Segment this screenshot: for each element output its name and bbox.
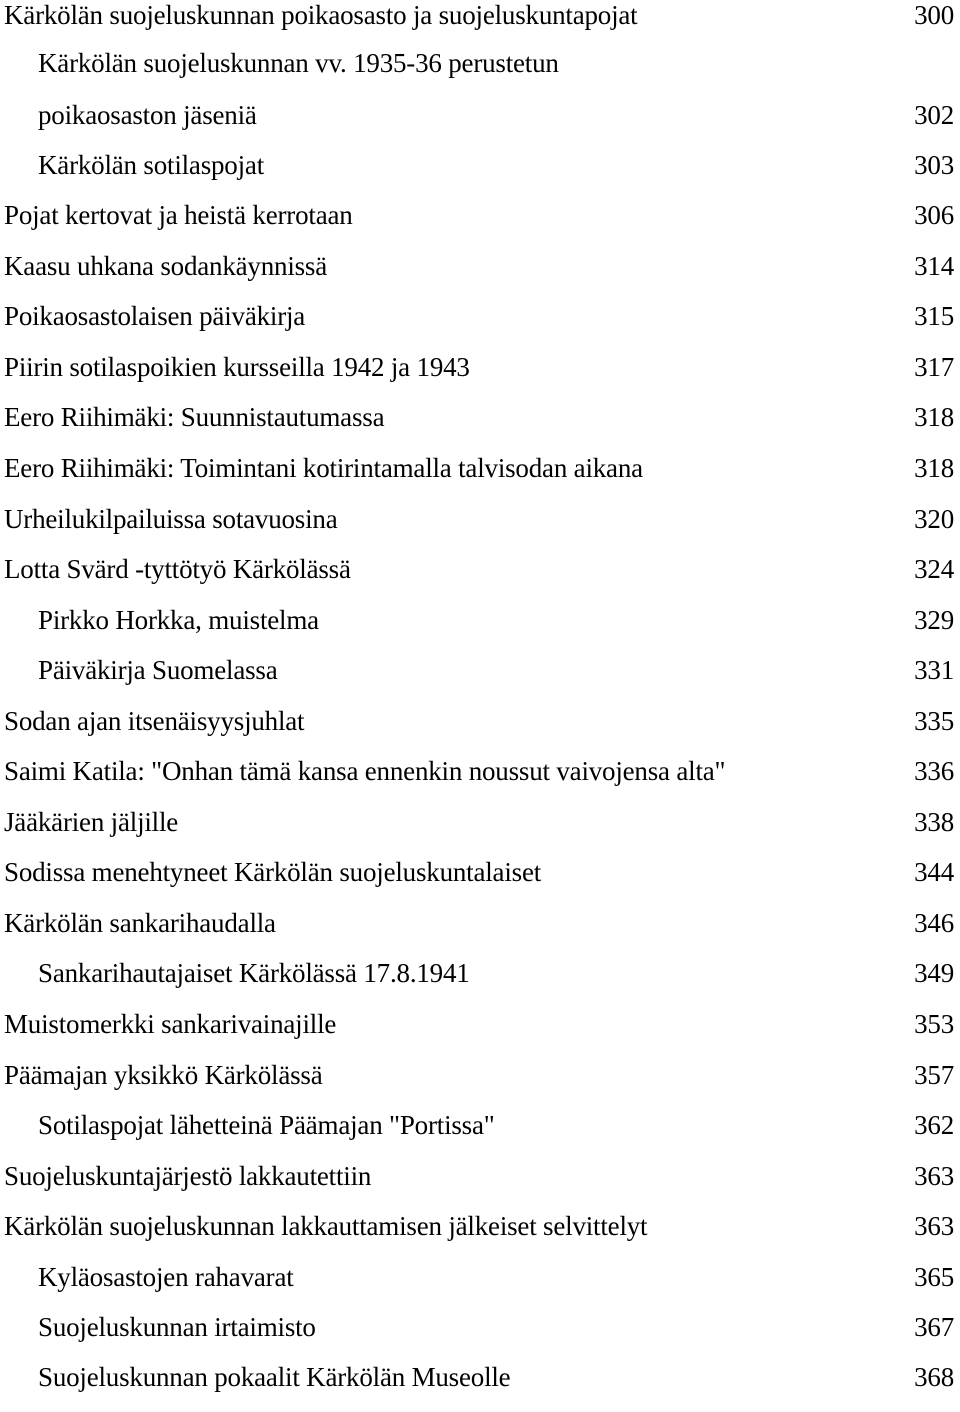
toc-entry-title: Päämajan yksikkö Kärkölässä (4, 1060, 323, 1090)
toc-entry-title: Pojat kertovat ja heistä kerrotaan (4, 200, 353, 230)
toc-entry (0, 150, 960, 200)
toc-entry-page: 353 (914, 1009, 954, 1039)
toc-entry-page: 349 (914, 958, 954, 988)
toc-entry-title: Kärkölän suojeluskunnan vv. 1935-36 perustetun (38, 48, 559, 78)
toc-entry-title: Piirin sotilaspoikien kursseilla 1942 ja 1943 (4, 352, 470, 382)
toc-entry-page: 336 (914, 756, 954, 786)
toc-entry-title: Kyläosastojen rahavarat (38, 1262, 294, 1292)
toc-entry (0, 200, 960, 250)
toc-entry (0, 100, 960, 150)
toc-entry (0, 908, 960, 958)
toc-entry-page: 300 (914, 0, 954, 30)
toc-entry-page: 315 (914, 301, 954, 331)
toc-entry-title: Kärkölän suojeluskunnan lakkauttamisen jälkeiset selvittelyt (4, 1211, 648, 1241)
toc-entry (0, 301, 960, 351)
toc-entry-page: 357 (914, 1060, 954, 1090)
toc-entry-page: 303 (914, 150, 954, 180)
toc-entry (0, 1060, 960, 1110)
toc-entry (0, 756, 960, 806)
toc-entry (0, 1312, 960, 1362)
toc-entry-title: Muistomerkki sankarivainajille (4, 1009, 337, 1039)
toc-entry-title: Sankarihautajaiset Kärkölässä 17.8.1941 (38, 958, 470, 988)
toc-entry (0, 0, 960, 50)
toc-entry (0, 1262, 960, 1312)
toc-entry-page: 317 (914, 352, 954, 382)
toc-entry-title: Sotilaspojat lähetteinä Päämajan "Portissa" (38, 1110, 495, 1140)
toc-entry-page: 331 (914, 655, 954, 685)
toc-entry-page: 320 (914, 504, 954, 534)
toc-entry-title: Sodissa menehtyneet Kärkölän suojeluskuntalaiset (4, 857, 542, 887)
toc-entry (0, 706, 960, 756)
toc-entry (0, 402, 960, 452)
toc-entry-page: 363 (914, 1211, 954, 1241)
toc-entry-page: 365 (914, 1262, 954, 1292)
toc-entry-page: 302 (914, 100, 954, 130)
toc-entry (0, 1362, 960, 1412)
toc-entry-title: Urheilukilpailuissa sotavuosina (4, 504, 338, 534)
toc-entry-page: 344 (914, 857, 954, 887)
toc-entry-title: Kärkölän sotilaspojat (38, 150, 264, 180)
toc-entry-page: 363 (914, 1161, 954, 1191)
toc-entry-title: Eero Riihimäki: Toimintani kotirintamalla talvisodan aikana (4, 453, 643, 483)
toc-entry (0, 1211, 960, 1261)
toc-entry-page: 362 (914, 1110, 954, 1140)
toc-entry-page: 324 (914, 554, 954, 584)
toc-entry-page: 335 (914, 706, 954, 736)
toc-entry-title: Eero Riihimäki: Suunnistautumassa (4, 402, 385, 432)
toc-entry (0, 1110, 960, 1160)
toc-entry-title: Lotta Svärd -tyttötyö Kärkölässä (4, 554, 351, 584)
toc-entry (0, 857, 960, 907)
toc-entry-title: Kaasu uhkana sodankäynnissä (4, 251, 328, 281)
toc-entry-title: Pirkko Horkka, muistelma (38, 605, 319, 635)
toc-entry (0, 1009, 960, 1059)
toc-entry-page: 338 (914, 807, 954, 837)
toc-entry (0, 1161, 960, 1211)
toc-entry-title: Jääkärien jäljille (4, 807, 179, 837)
toc-entry-page: 367 (914, 1312, 954, 1342)
toc-entry (0, 605, 960, 655)
toc-entry (0, 504, 960, 554)
toc-entry (0, 48, 960, 98)
toc-entry-title: Poikaosastolaisen päiväkirja (4, 301, 306, 331)
toc-entry-page: 368 (914, 1362, 954, 1392)
toc-entry-page: 318 (914, 453, 954, 483)
toc-entry-title: Kärkölän sankarihaudalla (4, 908, 276, 938)
toc-entry-title: Suojeluskunnan pokaalit Kärkölän Museolle (38, 1362, 511, 1392)
toc-entry-title: Kärkölän suojeluskunnan poikaosasto ja suojeluskuntapojat (4, 0, 638, 30)
toc-entry-page: 314 (914, 251, 954, 281)
toc-entry-page: 346 (914, 908, 954, 938)
toc-entry-title: poikaosaston jäseniä (38, 100, 257, 130)
toc-entry (0, 554, 960, 604)
toc-entry-title: Suojeluskuntajärjestö lakkautettiin (4, 1161, 372, 1191)
toc-entry (0, 958, 960, 1008)
toc-entry (0, 807, 960, 857)
toc-entry-title: Saimi Katila: "Onhan tämä kansa ennenkin noussut vaivojensa alta" (4, 756, 726, 786)
toc-entry-page: 329 (914, 605, 954, 635)
toc-entry-title: Päiväkirja Suomelassa (38, 655, 278, 685)
toc-entry (0, 352, 960, 402)
toc-entry (0, 655, 960, 705)
toc-entry-title: Sodan ajan itsenäisyysjuhlat (4, 706, 305, 736)
toc-entry-page: 318 (914, 402, 954, 432)
toc-entry-title: Suojeluskunnan irtaimisto (38, 1312, 316, 1342)
toc-entry-page: 306 (914, 200, 954, 230)
toc-entry (0, 251, 960, 301)
toc-entry (0, 453, 960, 503)
